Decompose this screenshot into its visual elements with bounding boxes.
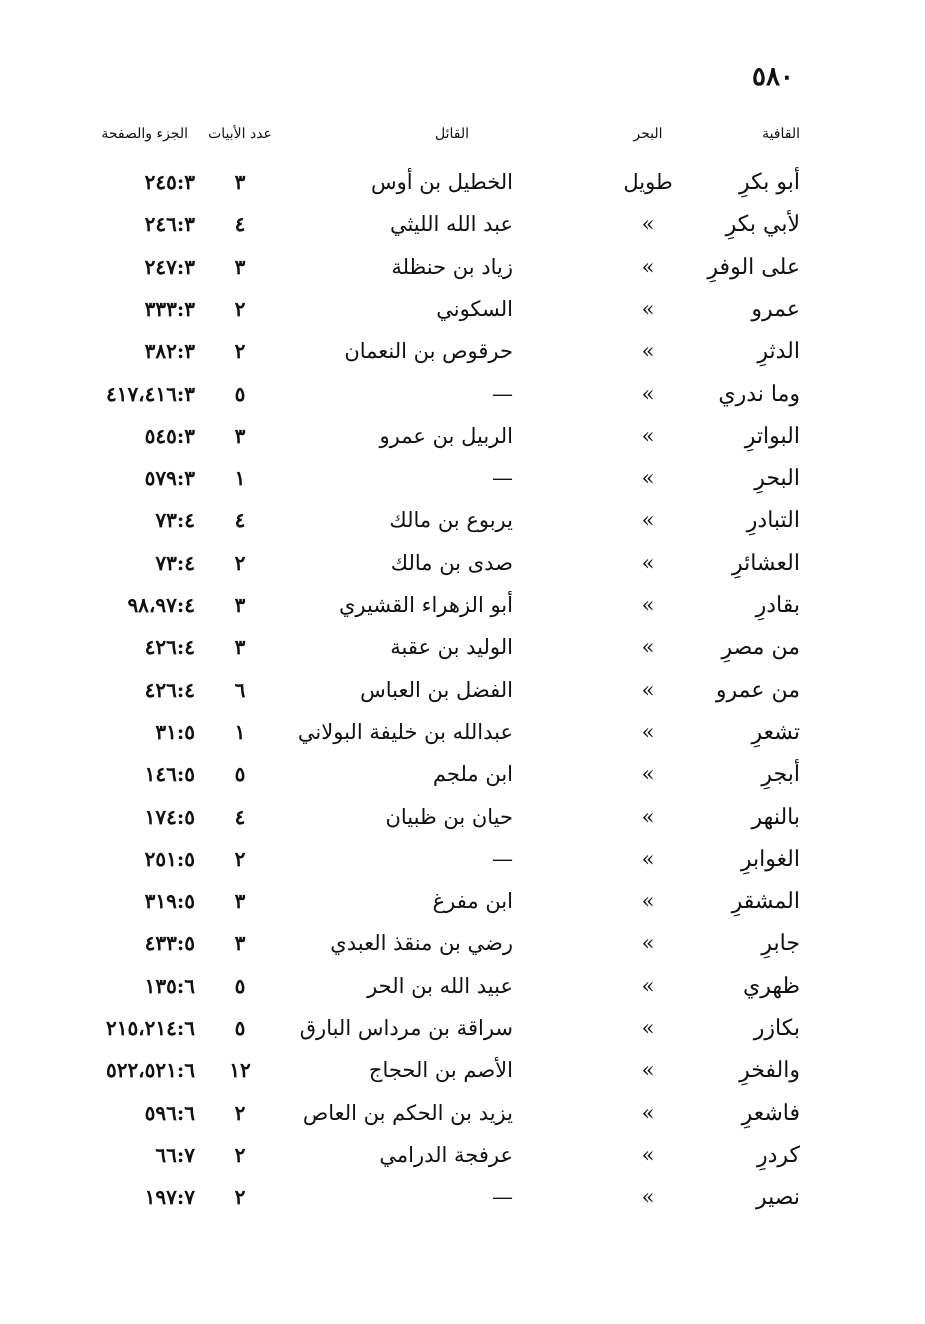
table-row <box>0 714 925 756</box>
qafiya-cell: عمرو <box>751 296 800 322</box>
table-row <box>0 756 925 798</box>
bahr-cell: « <box>641 1142 655 1167</box>
qafiya-cell: التبادرِ <box>746 508 800 534</box>
qafiya-cell: نصير <box>756 1185 800 1211</box>
bahr-cell: « <box>641 339 655 364</box>
ref-cell: ٣٣٣:٣ <box>144 296 195 321</box>
count-cell: ٥ <box>234 381 246 406</box>
qail-cell: سراقة بن مرداس البارق <box>299 1016 513 1040</box>
qafiya-cell: من مصرِ <box>721 635 800 661</box>
table-row <box>0 164 925 206</box>
header-qafiya: القافية <box>762 126 800 142</box>
qafiya-cell: ظهري <box>742 973 800 999</box>
table-row <box>0 460 925 502</box>
bahr-cell: « <box>641 719 655 744</box>
header-ref: الجزء والصفحة <box>101 126 188 142</box>
bahr-cell: « <box>641 635 655 660</box>
bahr-cell: « <box>641 677 655 702</box>
qafiya-cell: على الوفرِ <box>707 254 800 280</box>
bahr-cell: « <box>641 973 655 998</box>
qafiya-cell: البحرِ <box>754 466 800 492</box>
ref-cell: ١٧٤:٥ <box>144 804 195 829</box>
count-cell: ٢ <box>234 1100 246 1125</box>
ref-cell: ٤٢٦:٤ <box>144 635 195 660</box>
count-cell: ٢ <box>234 846 246 871</box>
table-row <box>0 587 925 629</box>
qail-cell: الوليد بن عقبة <box>390 635 513 660</box>
header-bahr: البحر <box>633 126 663 142</box>
count-cell: ٦ <box>234 677 246 702</box>
count-cell: ٢ <box>234 339 246 364</box>
count-cell: ٣ <box>234 635 246 660</box>
count-cell: ٣ <box>234 423 246 448</box>
ref-cell: ٧٣:٤ <box>155 550 195 575</box>
table-row <box>0 1137 925 1179</box>
count-cell: ٢ <box>234 1185 246 1210</box>
count-cell: ١ <box>234 466 246 491</box>
qafiya-cell: لأبي بكرِ <box>725 212 800 238</box>
qail-cell: — <box>492 846 513 871</box>
qail-cell: أبو الزهراء القشيري <box>338 593 513 617</box>
count-cell: ٢ <box>234 550 246 575</box>
ref-cell: ٢٥١:٥ <box>144 846 195 871</box>
qail-cell: يزيد بن الحكم بن العاص <box>302 1100 513 1125</box>
qafiya-cell: والفخرِ <box>739 1058 800 1084</box>
qafiya-cell: المشقرِ <box>731 889 800 915</box>
count-cell: ٢ <box>234 296 246 321</box>
table-row <box>0 925 925 967</box>
bahr-cell: « <box>641 762 655 787</box>
ref-cell: ١٤٦:٥ <box>144 762 195 787</box>
ref-cell: ٥٤٥:٣ <box>144 423 195 448</box>
qail-cell: الفضل بن العباس <box>360 677 513 702</box>
ref-cell: ٤٢٦:٤ <box>144 677 195 702</box>
qafiya-cell: العشائرِ <box>731 550 800 576</box>
ref-cell: ٤١٧،٤١٦:٣ <box>105 381 195 406</box>
bahr-cell: « <box>641 296 655 321</box>
ref-cell: ٣٨٢:٣ <box>144 339 195 364</box>
bahr-cell: « <box>641 423 655 448</box>
ref-cell: ٢٤٦:٣ <box>144 212 195 237</box>
qail-cell: — <box>492 1185 513 1210</box>
bahr-cell: « <box>641 381 655 406</box>
ref-cell: ٢٤٧:٣ <box>144 254 195 279</box>
qail-cell: عبيد الله بن الحر <box>367 973 513 998</box>
count-cell: ٣ <box>234 889 246 914</box>
qafiya-cell: كردرِ <box>756 1142 800 1168</box>
qail-cell: عبد الله الليثي <box>389 212 513 237</box>
bahr-cell: طويل <box>623 170 673 194</box>
table-row <box>0 1052 925 1094</box>
ref-cell: ٣١:٥ <box>155 719 195 744</box>
count-cell: ٤ <box>234 804 246 829</box>
count-cell: ٥ <box>234 762 246 787</box>
bahr-cell: « <box>641 550 655 575</box>
qafiya-cell: بقادرِ <box>755 593 800 618</box>
count-cell: ٥ <box>234 1016 246 1040</box>
qafiya-cell: تشعرِ <box>751 719 800 745</box>
qail-cell: عبدالله بن خليفة البولاني <box>297 719 513 744</box>
count-cell: ١٢ <box>229 1058 251 1083</box>
header-qail: القائل <box>434 126 469 142</box>
qafiya-cell: فاشعرِ <box>741 1100 800 1126</box>
qafiya-cell: من عمرو <box>715 677 800 703</box>
qafiya-cell: البواترِ <box>744 423 800 449</box>
ref-cell: ٥٢٢،٥٢١:٦ <box>105 1058 195 1083</box>
qail-cell: — <box>492 381 513 406</box>
qail-cell: حرقوص بن النعمان <box>344 339 513 364</box>
table-row <box>0 1095 925 1137</box>
count-cell: ٢ <box>234 1142 246 1167</box>
qafiya-cell: بالنهر <box>751 804 800 830</box>
qail-cell: صدى بن مالك <box>390 550 513 575</box>
ref-cell: ٥٧٩:٣ <box>144 466 195 491</box>
table-row <box>0 502 925 544</box>
qafiya-cell: أبو بكرِ <box>738 170 800 195</box>
page-number: ٥٨٠ <box>752 62 794 92</box>
bahr-cell: « <box>641 804 655 829</box>
qail-cell: السكوني <box>436 296 513 321</box>
table-row <box>0 376 925 418</box>
table-row <box>0 799 925 841</box>
qail-cell: الربيل بن عمرو <box>379 423 513 448</box>
bahr-cell: « <box>641 593 655 617</box>
header-count: عدد الأبيات <box>208 126 272 142</box>
qail-cell: الخطيل بن أوس <box>370 170 513 194</box>
table-header <box>0 126 925 150</box>
ref-cell: ٢١٥،٢١٤:٦ <box>105 1016 195 1040</box>
bahr-cell: « <box>641 1100 655 1125</box>
table-row <box>0 672 925 714</box>
qafiya-cell: الدثرِ <box>757 339 800 365</box>
table-row <box>0 206 925 248</box>
count-cell: ٣ <box>234 254 246 279</box>
qail-cell: يربوع بن مالك <box>389 508 513 533</box>
bahr-cell: « <box>641 1058 655 1083</box>
qail-cell: عرفجة الدرامي <box>379 1142 513 1167</box>
count-cell: ٣ <box>234 931 246 956</box>
ref-cell: ١٣٥:٦ <box>144 973 195 998</box>
table-row <box>0 291 925 333</box>
bahr-cell: « <box>641 508 655 533</box>
qail-cell: ابن مفرغ <box>432 889 513 914</box>
qafiya-cell: الغوابرِ <box>740 846 800 872</box>
table-row <box>0 883 925 925</box>
ref-cell: ٤٣٣:٥ <box>144 931 195 956</box>
count-cell: ١ <box>234 719 246 744</box>
table-row <box>0 968 925 1010</box>
bahr-cell: « <box>641 212 655 237</box>
qail-cell: حيان بن ظبيان <box>385 804 513 829</box>
bahr-cell: « <box>641 889 655 914</box>
table-row <box>0 418 925 460</box>
ref-cell: ٩٨،٩٧:٤ <box>127 593 195 617</box>
count-cell: ٤ <box>234 508 246 533</box>
ref-cell: ٣١٩:٥ <box>144 889 195 914</box>
ref-cell: ٢٤٥:٣ <box>144 170 195 194</box>
table-row <box>0 545 925 587</box>
bahr-cell: « <box>641 1185 655 1210</box>
qail-cell: — <box>492 466 513 491</box>
count-cell: ٣ <box>234 170 246 194</box>
table-row <box>0 333 925 375</box>
bahr-cell: « <box>641 466 655 491</box>
count-cell: ٥ <box>234 973 246 998</box>
count-cell: ٣ <box>234 593 246 617</box>
ref-cell: ٧٣:٤ <box>155 508 195 533</box>
qafiya-cell: أبجرِ <box>761 762 800 788</box>
table-row <box>0 249 925 291</box>
ref-cell: ٥٩٦:٦ <box>144 1100 195 1125</box>
count-cell: ٤ <box>234 212 246 237</box>
ref-cell: ١٩٧:٧ <box>144 1185 195 1210</box>
table-row <box>0 1179 925 1221</box>
qail-cell: زياد بن حنظلة <box>391 254 513 279</box>
qafiya-cell: وما ندري <box>718 381 800 407</box>
table-row <box>0 629 925 671</box>
qail-cell: الأصم بن الحجاج <box>368 1058 513 1083</box>
bahr-cell: « <box>641 254 655 279</box>
bahr-cell: « <box>641 1016 655 1040</box>
ref-cell: ٦٦:٧ <box>155 1142 195 1167</box>
qail-cell: رضي بن منقذ العبدي <box>330 931 513 956</box>
qail-cell: ابن ملجم <box>432 762 513 787</box>
qafiya-cell: جابرِ <box>761 931 800 957</box>
table-row <box>0 841 925 883</box>
table-row <box>0 1010 925 1052</box>
bahr-cell: « <box>641 931 655 956</box>
qafiya-cell: بكازر <box>753 1016 800 1041</box>
bahr-cell: « <box>641 846 655 871</box>
